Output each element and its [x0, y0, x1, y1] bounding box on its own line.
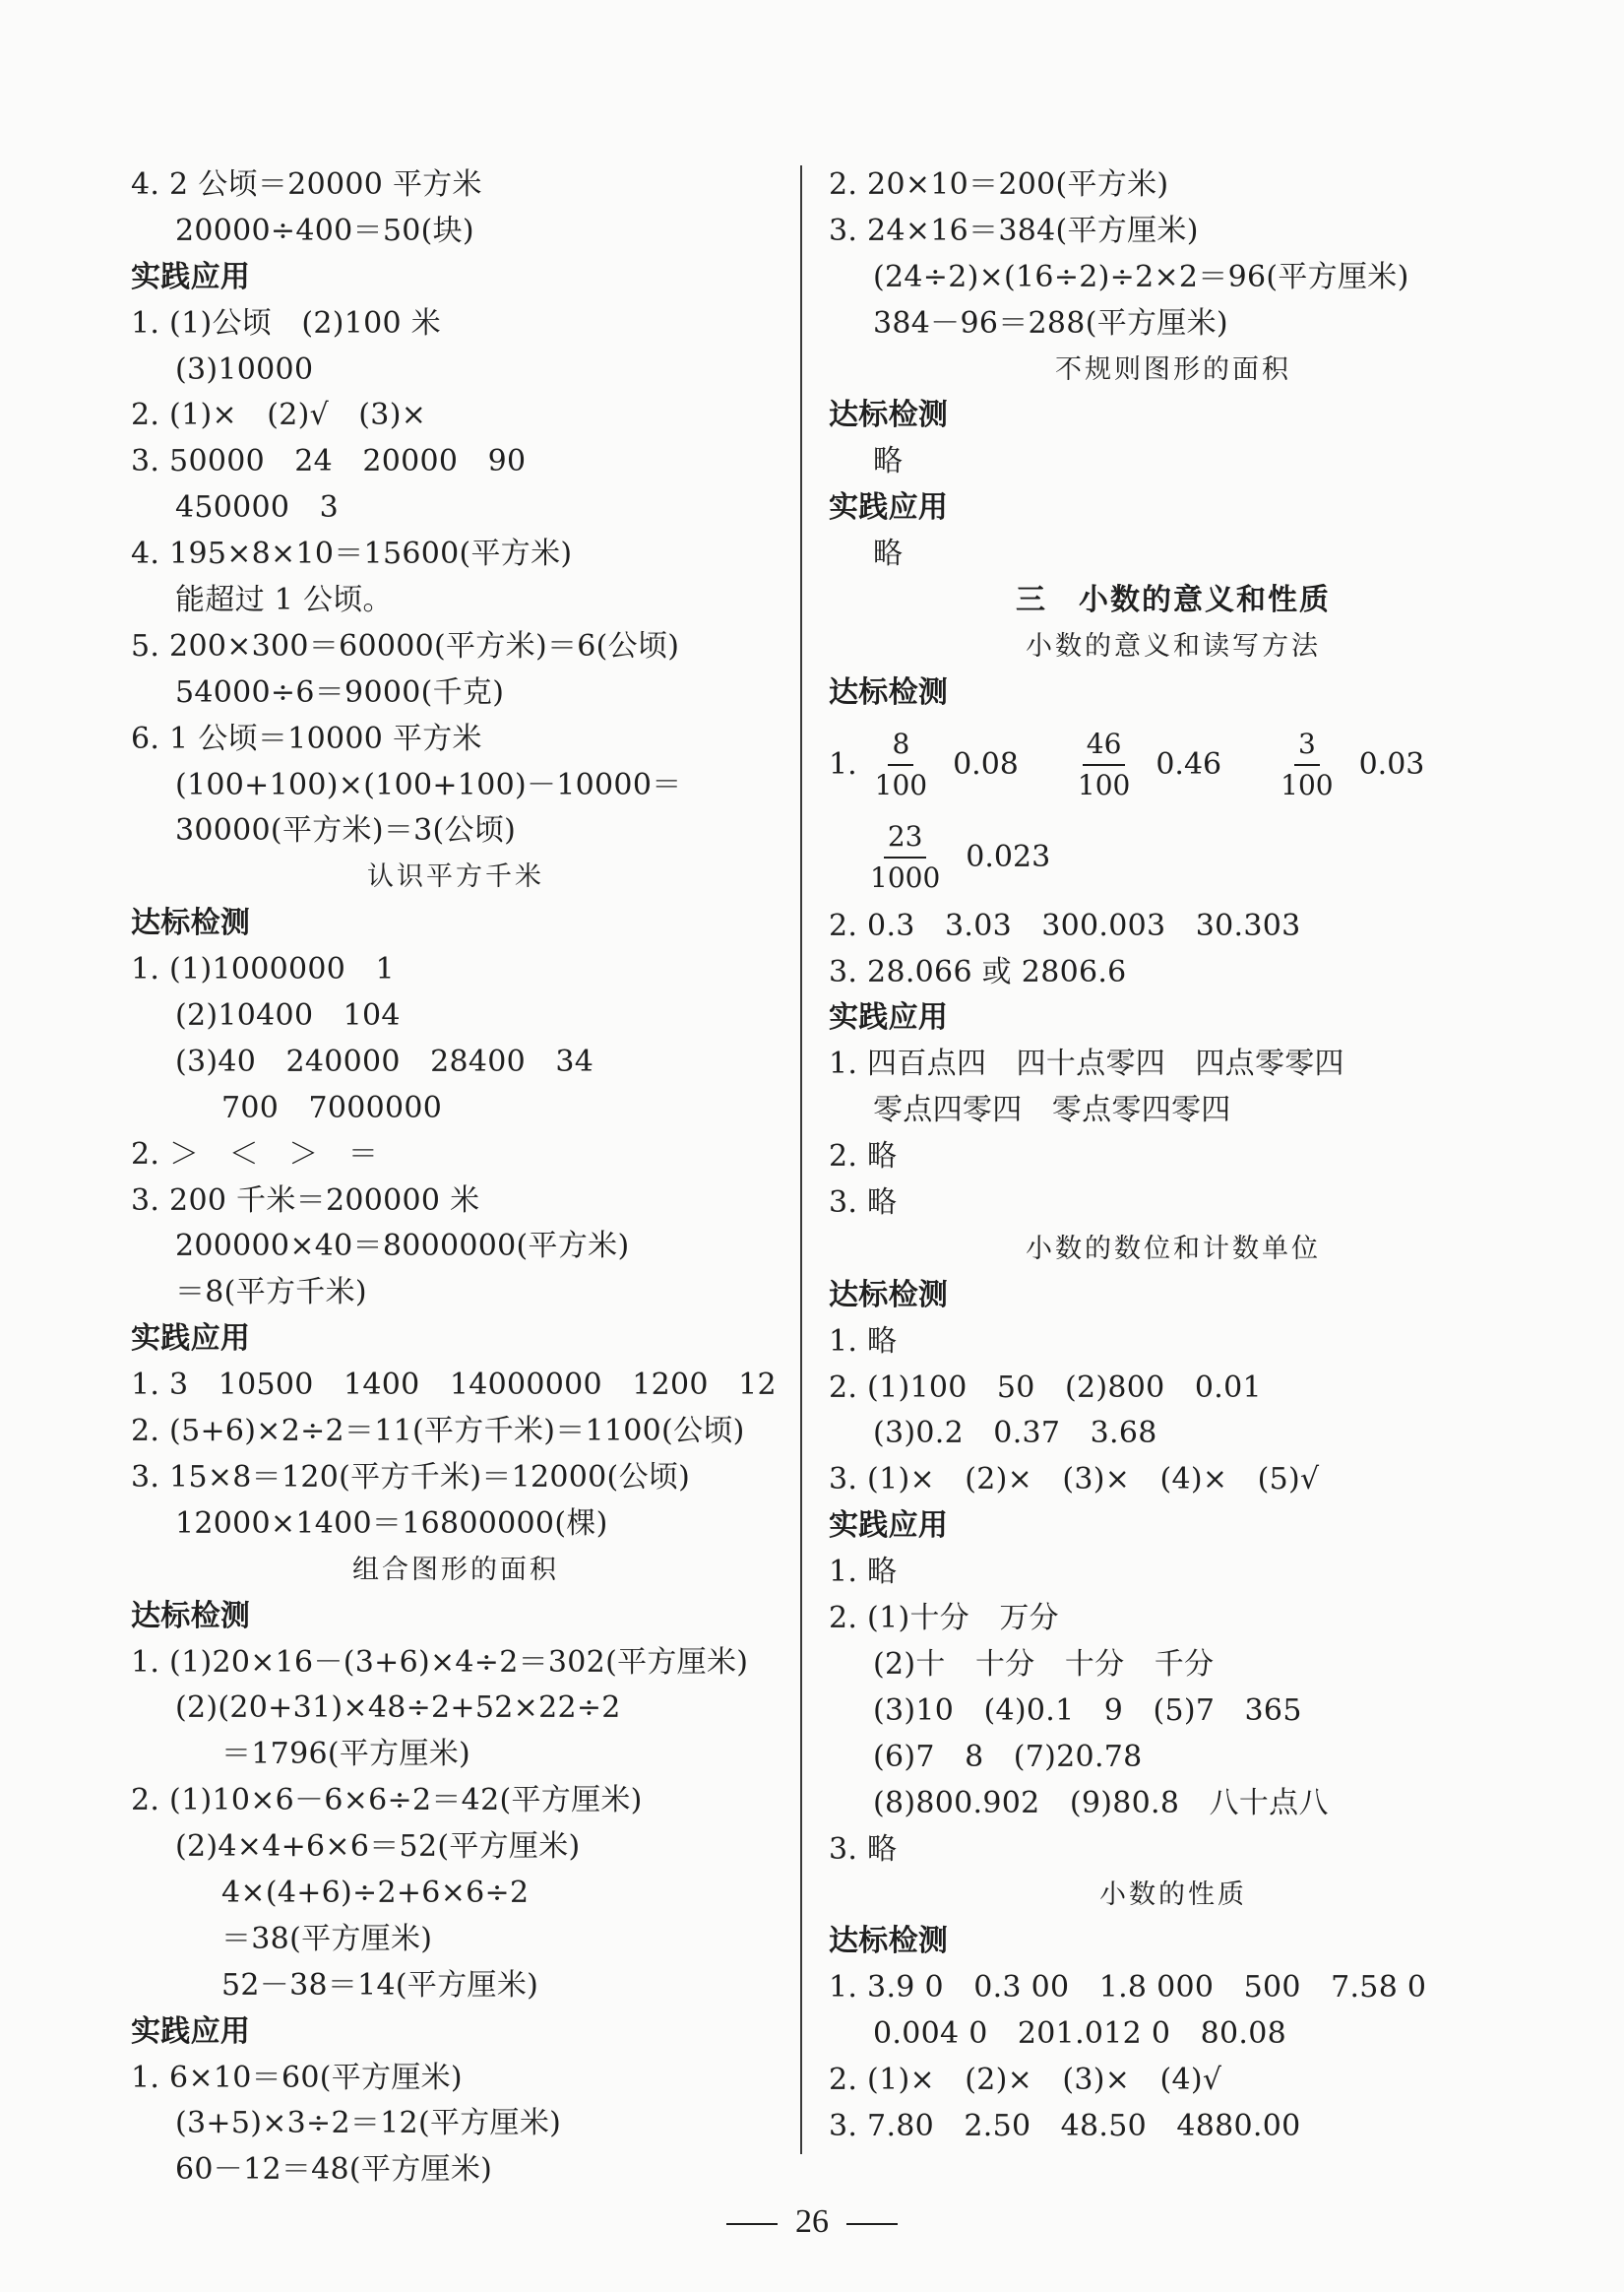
answer-line: ＝1796(平方厘米): [221, 1737, 471, 1772]
section-heading: 达标检测: [829, 398, 949, 433]
subsection-title: 组合图形的面积: [352, 1554, 559, 1585]
answer-line: (100+100)×(100+100)－10000＝: [175, 767, 682, 802]
answer-line: 2. (1)10×6－6×6÷2＝42(平方厘米): [131, 1783, 643, 1818]
section-heading: 达标检测: [829, 674, 949, 710]
answer-line: 2. 20×10＝200(平方米): [829, 167, 1169, 202]
decimal-value: 0.08: [953, 747, 1019, 783]
answer-line: 1. 3.9 0 0.3 00 1.8 000 500 7.58 0: [829, 1970, 1427, 2006]
answer-line: 1. 略: [829, 1555, 898, 1590]
fraction-prefix: 1.: [829, 747, 857, 783]
answer-line: 2. (1)× (2)× (3)× (4)√: [829, 2062, 1222, 2097]
fraction-numerator: 23: [884, 817, 927, 859]
answer-line: 1. 3 10500 1400 14000000 1200 12: [131, 1368, 777, 1403]
answer-line: 3. 24×16＝384(平方厘米): [829, 213, 1199, 248]
subsection-title: 认识平方千米: [367, 861, 544, 893]
fraction-denominator: 100: [1280, 768, 1334, 801]
answer-line: 4. 195×8×10＝15600(平方米): [131, 537, 573, 572]
answer-line: 384－96＝288(平方厘米): [873, 305, 1228, 341]
fraction: [871, 725, 931, 805]
answer-line: (2)4×4+6×6＝52(平方厘米): [175, 1829, 581, 1865]
section-heading: 实践应用: [829, 1000, 949, 1036]
answer-line: 2. (1)十分 万分: [829, 1601, 1059, 1636]
page-number: 26: [0, 2203, 1624, 2241]
answer-line: 3. 28.066 或 2806.6: [829, 954, 1127, 989]
answer-line: 略: [873, 537, 904, 572]
fraction: [1074, 725, 1134, 805]
fraction-numerator: 46: [1083, 725, 1126, 766]
answer-line: 零点四零四 零点零四零四: [873, 1093, 1231, 1128]
answer-line: ＝38(平方厘米): [221, 1921, 433, 1956]
answer-line: (8)800.902 (9)80.8 八十点八: [873, 1785, 1329, 1820]
answer-line: 2. 略: [829, 1139, 898, 1175]
subsection-title: 小数的性质: [1099, 1879, 1247, 1911]
answer-line: 5. 200×300＝60000(平方米)＝6(公顷): [131, 628, 680, 664]
section-heading: 达标检测: [829, 1924, 949, 1959]
answer-line: 54000÷6＝9000(千克): [175, 674, 505, 710]
page-dash-left: [726, 2223, 778, 2225]
decimal-value: 0.46: [1156, 747, 1222, 783]
answer-line: 略: [873, 444, 904, 479]
answer-line: 2. (1)100 50 (2)800 0.01: [829, 1369, 1262, 1405]
fraction-denominator: 1000: [870, 860, 941, 894]
answer-line: 能超过 1 公顷。: [175, 583, 393, 618]
fraction: [1277, 725, 1337, 805]
decimal-value: 0.023: [966, 840, 1051, 875]
decimal-value: 0.03: [1358, 747, 1425, 783]
fraction-denominator: 100: [1077, 768, 1131, 801]
fraction-numerator: 3: [1294, 725, 1320, 766]
section-heading: 实践应用: [829, 1508, 949, 1544]
answer-line: 1. 四百点四 四十点零四 四点零零四: [829, 1047, 1344, 1082]
right-column-top: [829, 162, 1518, 717]
answer-line: (2)(20+31)×48÷2+52×22÷2: [175, 1690, 621, 1726]
answer-line: (2)十 十分 十分 千分: [873, 1646, 1215, 1682]
fraction: [866, 817, 944, 898]
answer-line: 450000 3: [175, 490, 340, 526]
answer-line: 1. 6×10＝60(平方厘米): [131, 2060, 463, 2095]
answer-line: 30000(平方米)＝3(公顷): [175, 813, 517, 849]
section-heading: 实践应用: [131, 1321, 251, 1357]
answer-line: 3. 15×8＝120(平方千米)＝12000(公顷): [131, 1459, 691, 1495]
answer-line: 200000×40＝8000000(平方米): [175, 1229, 630, 1264]
right-column: [829, 162, 1518, 2150]
answer-line: 3. 200 千米＝200000 米: [131, 1182, 480, 1218]
fraction-denominator: 100: [874, 768, 928, 801]
answer-line: 1. (1)公顷 (2)100 米: [131, 305, 442, 341]
answer-line: (3)10 (4)0.1 9 (5)7 365: [873, 1692, 1302, 1728]
answer-line: 20000÷400＝50(块): [175, 213, 474, 248]
answer-line: 700 7000000: [221, 1090, 443, 1125]
fraction-answers: [829, 719, 1518, 904]
page-dash-right: [846, 2223, 898, 2225]
answer-line: 2. ＞ ＜ ＞ ＝: [131, 1136, 379, 1172]
answer-line: (3)10000: [175, 351, 314, 387]
section-heading: 实践应用: [131, 2013, 251, 2049]
chapter-title: 三 小数的意义和性质: [1016, 583, 1331, 618]
answer-line: 3. (1)× (2)× (3)× (4)× (5)√: [829, 1462, 1320, 1497]
answer-line: 1. (1)20×16－(3+6)×4÷2＝302(平方厘米): [131, 1644, 749, 1680]
answer-line: 2. 0.3 3.03 300.003 30.303: [829, 908, 1301, 943]
answer-line: 0.004 0 201.012 0 80.08: [873, 2016, 1286, 2052]
fraction-row-2: [829, 811, 1518, 904]
answer-line: 4×(4+6)÷2+6×6÷2: [221, 1875, 530, 1910]
answer-line: (2)10400 104: [175, 998, 401, 1034]
answer-line: 3. 略: [829, 1185, 898, 1221]
section-heading: 达标检测: [131, 906, 251, 941]
section-heading: 实践应用: [829, 490, 949, 526]
section-heading: 实践应用: [131, 259, 251, 294]
section-heading: 达标检测: [131, 1598, 251, 1633]
answer-line: 3. 7.80 2.50 48.50 4880.00: [829, 2108, 1301, 2143]
answer-line: 1. (1)1000000 1: [131, 952, 395, 987]
right-column-bottom: [829, 904, 1518, 2150]
column-divider: [800, 165, 802, 2154]
answer-line: 52－38＝14(平方厘米): [221, 1967, 539, 2003]
answer-line: (3+5)×3÷2＝12(平方厘米): [175, 2106, 562, 2141]
answer-line: 2. (5+6)×2÷2＝11(平方千米)＝1100(公顷): [131, 1414, 745, 1449]
subsection-title: 小数的数位和计数单位: [1026, 1233, 1321, 1264]
answer-line: (6)7 8 (7)20.78: [873, 1739, 1143, 1774]
answer-line: 4. 2 公顷＝20000 平方米: [131, 167, 482, 202]
answer-line: 60－12＝48(平方厘米): [175, 2152, 493, 2188]
left-column: [131, 162, 781, 2194]
answer-line: 1. 略: [829, 1323, 898, 1359]
answer-line: 12000×1400＝16800000(棵): [175, 1505, 608, 1541]
section-heading: 达标检测: [829, 1277, 949, 1312]
answer-line: ＝8(平方千米): [175, 1275, 367, 1310]
answer-line: (3)0.2 0.37 3.68: [873, 1416, 1157, 1451]
answer-line: (3)40 240000 28400 34: [175, 1044, 594, 1079]
answer-line: 3. 50000 24 20000 90: [131, 444, 527, 479]
answer-line: 2. (1)× (2)√ (3)×: [131, 398, 427, 433]
fraction-row-1: [829, 719, 1518, 811]
answer-line: 6. 1 公顷＝10000 平方米: [131, 721, 482, 756]
subsection-title: 不规则图形的面积: [1055, 353, 1291, 385]
fraction-numerator: 8: [888, 725, 913, 766]
answer-line: 3. 略: [829, 1831, 898, 1867]
subsection-title: 小数的意义和读写方法: [1026, 630, 1321, 662]
answer-line: (24÷2)×(16÷2)÷2×2＝96(平方厘米): [873, 259, 1409, 294]
